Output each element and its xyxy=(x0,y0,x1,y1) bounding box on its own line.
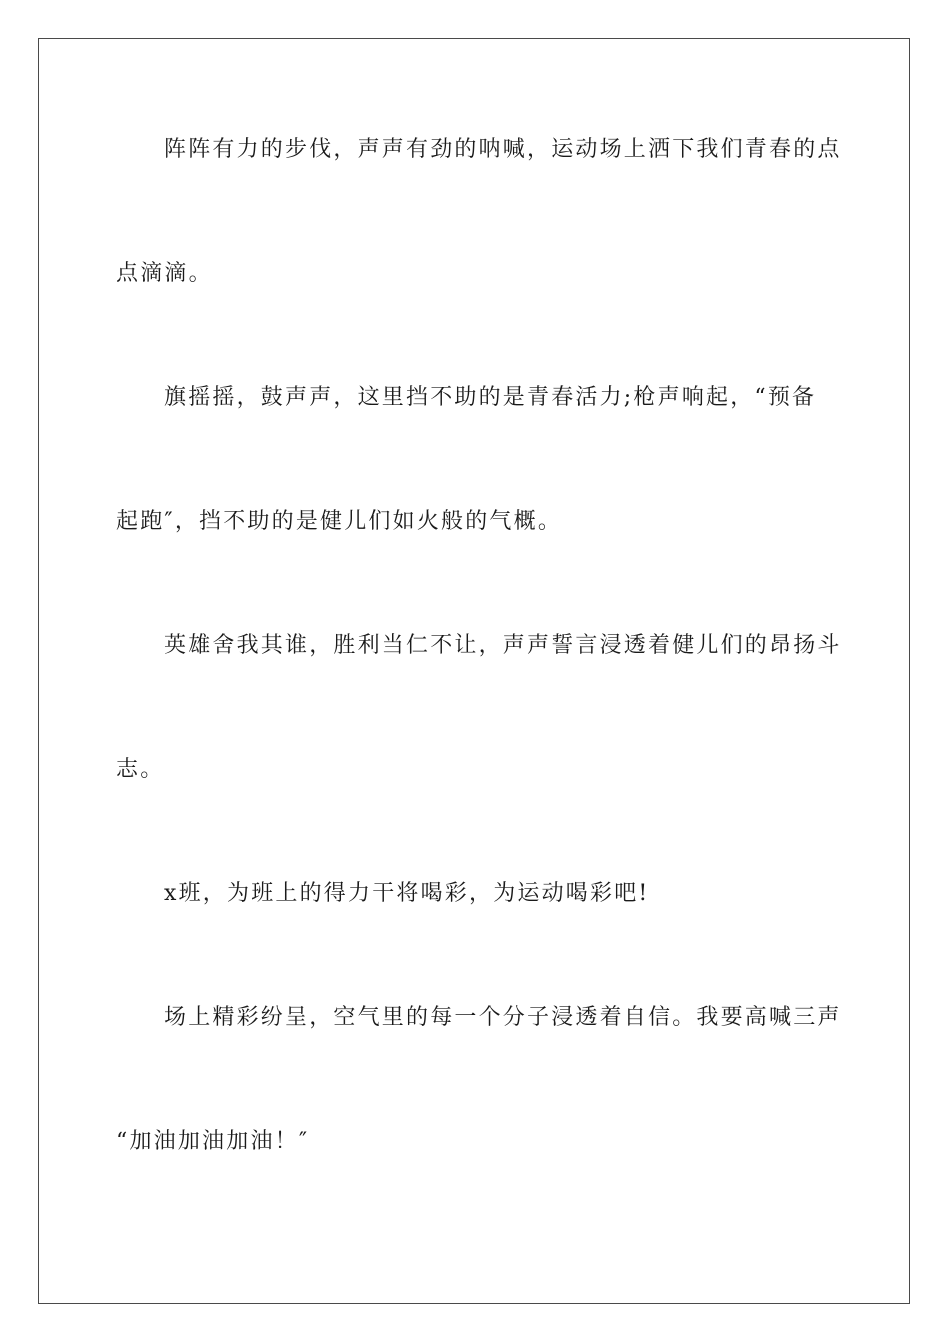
paragraph-2-line-1: 旗摇摇，鼓声声，这里挡不助的是青春活力;枪声响起，“预备 xyxy=(164,385,817,410)
paragraph-4-line-1: x班，为班上的得力干将喝彩，为运动喝彩吧! xyxy=(164,881,650,906)
page-border xyxy=(38,38,910,1304)
paragraph-5-line-2: “加油加油加油！″ xyxy=(116,1129,310,1154)
paragraph-1-line-2: 点滴滴。 xyxy=(116,261,213,286)
paragraph-5-line-1: 场上精彩纷呈，空气里的每一个分子浸透着自信。我要高喊三声 xyxy=(164,1005,842,1030)
paragraph-1-line-1: 阵阵有力的步伐，声声有劲的呐喊，运动场上洒下我们青春的点 xyxy=(164,137,842,162)
paragraph-3-line-1: 英雄舍我其谁，胜利当仁不让，声声誓言浸透着健儿们的昂扬斗 xyxy=(164,633,842,658)
paragraph-2-line-2: 起跑″，挡不助的是健儿们如火般的气概。 xyxy=(116,509,563,534)
paragraph-3-line-2: 志。 xyxy=(116,757,165,782)
